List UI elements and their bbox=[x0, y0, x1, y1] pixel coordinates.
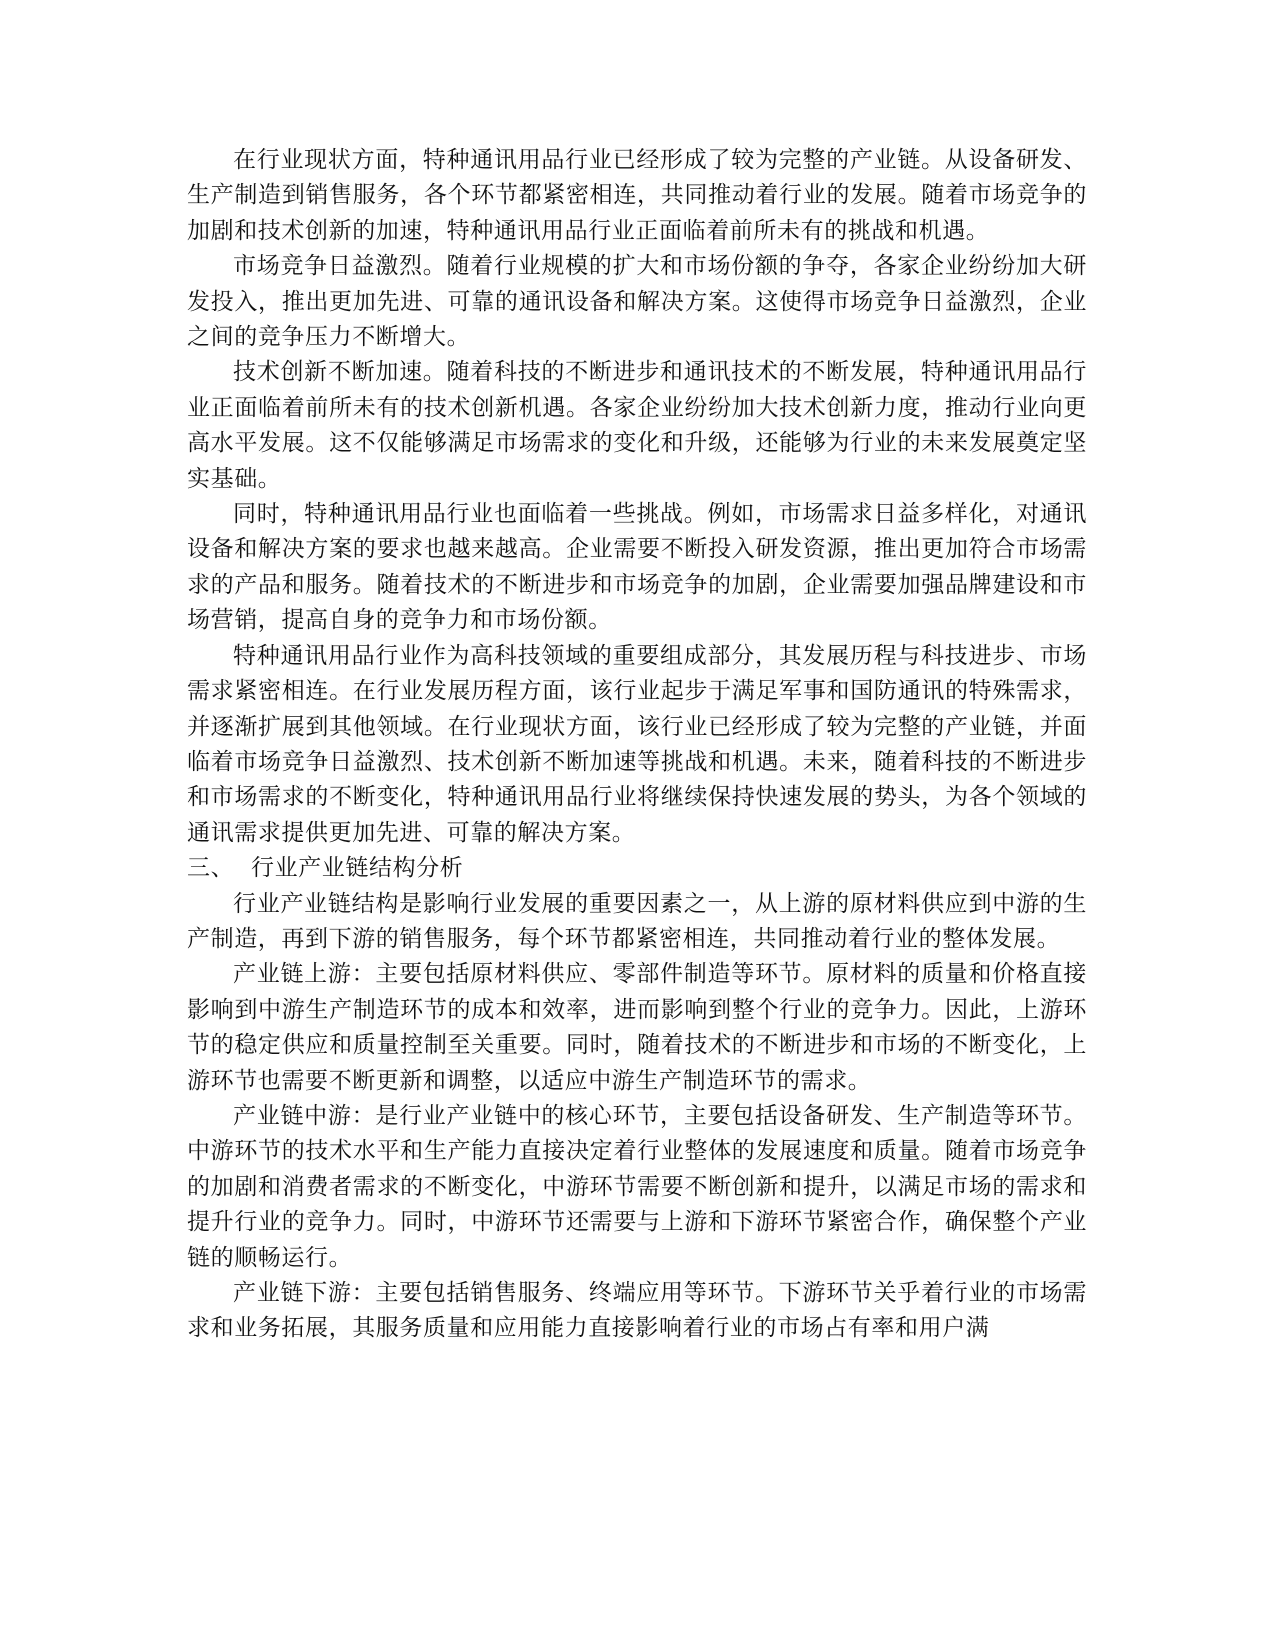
paragraph-market-competition: 市场竞争日益激烈。随着行业规模的扩大和市场份额的争夺，各家企业纷纷加大研发投入，推出更加先进、可靠的通讯设备和解决方案。这使得市场竞争日益激烈，企业之间的竞争压力不断增大。 bbox=[187, 253, 1087, 351]
paragraph-midstream: 产业链中游：是行业产业链中的核心环节，主要包括设备研发、生产制造等环节。中游环节的技术水平和生产能力直接决定着行业整体的发展速度和质量。随着市场竞争的加剧和消费者需求的不断变化，中游环节需要不断创新和提升，以满足市场的需求和提升行业的竞争力。同时，中游环节还需要与上游和下游环节紧密合作，确保整个产业链的顺畅运行。 bbox=[187, 1102, 1087, 1271]
document-body bbox=[187, 143, 1087, 1347]
paragraph-technology-innovation: 技术创新不断加速。随着科技的不断进步和通讯技术的不断发展，特种通讯用品行业正面临着前所未有的技术创新机遇。各家企业纷纷加大技术创新力度，推动行业向更高水平发展。这不仅能够满足市场需求的变化和升级，还能够为行业的未来发展奠定坚实基础。 bbox=[187, 359, 1087, 492]
paragraph-downstream: 产业链下游：主要包括销售服务、终端应用等环节。下游环节关乎着行业的市场需求和业务拓展，其服务质量和应用能力直接影响着行业的市场占有率和用户满 bbox=[187, 1280, 1087, 1342]
paragraph-chain-intro: 行业产业链结构是影响行业发展的重要因素之一，从上游的原材料供应到中游的生产制造，再到下游的销售服务，每个环节都紧密相连，共同推动着行业的整体发展。 bbox=[187, 890, 1087, 952]
section-heading bbox=[187, 851, 1087, 886]
paragraph-challenges: 同时，特种通讯用品行业也面临着一些挑战。例如，市场需求日益多样化，对通讯设备和解决方案的要求也越来越高。企业需要不断投入研发资源，推出更加符合市场需求的产品和服务。随着技术的不断进步和市场竞争的加剧，企业需要加强品牌建设和市场营销，提高自身的竞争力和市场份额。 bbox=[187, 501, 1087, 634]
paragraph-industry-status: 在行业现状方面，特种通讯用品行业已经形成了较为完整的产业链。从设备研发、生产制造到销售服务，各个环节都紧密相连，共同推动着行业的发展。随着市场竞争的加剧和技术创新的加速，特种通讯用品行业正面临着前所未有的挑战和机遇。 bbox=[187, 147, 1087, 244]
section-number: 三、 bbox=[187, 855, 235, 882]
paragraph-summary: 特种通讯用品行业作为高科技领域的重要组成部分，其发展历程与科技进步、市场需求紧密相连。在行业发展历程方面，该行业起步于满足军事和国防通讯的特殊需求，并逐渐扩展到其他领域。在行业现状方面，该行业已经形成了较为完整的产业链，并面临着市场竞争日益激烈、技术创新不断加速等挑战和机遇。未来，随着科技的不断进步和市场需求的不断变化，特种通讯用品行业将继续保持快速发展的势头，为各个领域的通讯需求提供更加先进、可靠的解决方案。 bbox=[187, 642, 1087, 846]
paragraph-upstream: 产业链上游：主要包括原材料供应、零部件制造等环节。原材料的质量和价格直接影响到中游生产制造环节的成本和效率，进而影响到整个行业的竞争力。因此，上游环节的稳定供应和质量控制至关重要。同时，随着技术的不断进步和市场的不断变化，上游环节也需要不断更新和调整，以适应中游生产制造环节的需求。 bbox=[187, 961, 1087, 1094]
section-title: 行业产业链结构分析 bbox=[251, 855, 464, 882]
